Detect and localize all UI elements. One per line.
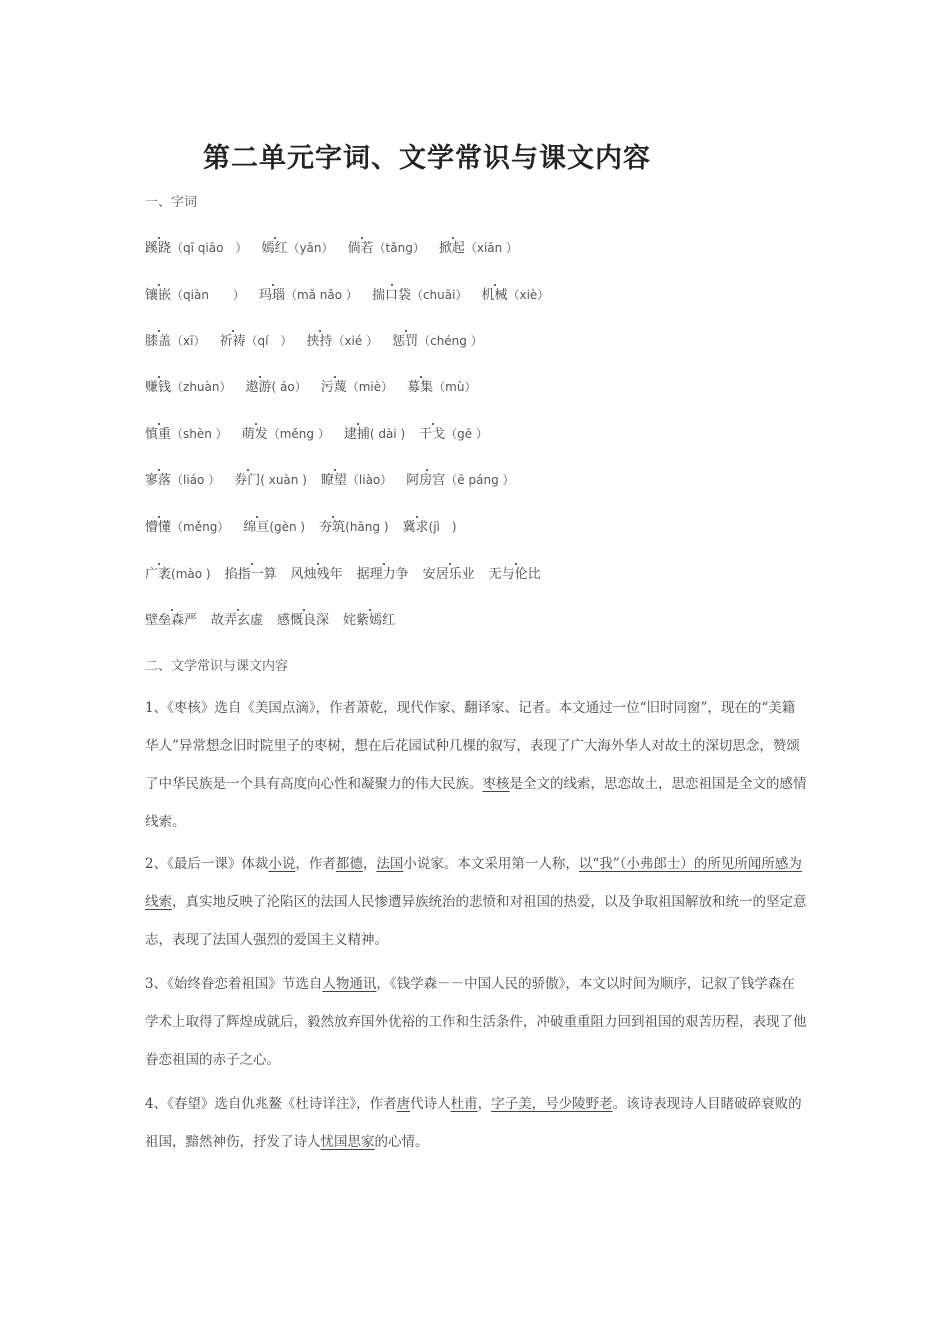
vocab-word: 祈祷 — [219, 334, 246, 349]
vocab-word: 掀起 — [438, 241, 465, 256]
vocab-item — [225, 563, 277, 582]
vocab-word: 挟持 — [306, 334, 333, 349]
vocab-item — [145, 516, 229, 535]
vocab-row — [145, 284, 563, 303]
vocab-item — [243, 516, 305, 535]
vocab-word: 逮捕 — [343, 427, 370, 442]
text: 小说家。本文采用第一人称， — [403, 856, 579, 872]
vocab-item — [242, 423, 330, 442]
underlined-term: 唐 — [396, 1096, 411, 1112]
vocab-pinyin: （zhuàn） — [171, 380, 232, 394]
section-heading-vocab: 一、字词 — [145, 195, 198, 210]
vocab-word: 故弄玄虚 — [211, 613, 264, 628]
vocab-item — [145, 237, 247, 256]
vocab-word: 膝盖 — [145, 334, 172, 349]
vocab-item — [145, 423, 228, 442]
vocab-word: 券门 — [234, 473, 261, 488]
vocab-item — [321, 469, 392, 488]
vocab-word: 掐指一算 — [224, 567, 277, 582]
paragraph-chunwang — [145, 1085, 807, 1161]
vocab-word: 风烛残年 — [290, 567, 343, 582]
vocab-word: 寥落 — [145, 473, 172, 488]
text: ， — [477, 1096, 492, 1112]
vocab-item — [219, 330, 292, 349]
underlined-term: 以“我”（小弗郎士）的所见所闻所感为线索 — [145, 856, 802, 910]
vocab-item — [145, 376, 232, 395]
vocab-item — [407, 376, 476, 395]
vocab-item — [145, 563, 211, 582]
text: ， — [362, 856, 377, 872]
vocab-pinyin: (gèn ) — [269, 520, 306, 534]
vocab-item — [321, 376, 393, 395]
vocab-word: 姹紫嫣红 — [343, 613, 396, 628]
vocab-pinyin: （mù） — [433, 380, 477, 394]
vocab-pinyin: （miè） — [346, 380, 394, 394]
vocab-pinyin: （mǎ nǎo ） — [284, 288, 358, 302]
vocab-pinyin: （chéng ） — [418, 334, 483, 348]
vocab-item — [291, 563, 343, 582]
text: 的心情。 — [374, 1134, 429, 1150]
vocab-item — [423, 563, 475, 582]
paragraph-zuihouyike — [145, 845, 807, 959]
section-heading-literature: 二、文学常识与课文内容 — [145, 659, 289, 674]
vocab-item — [481, 284, 549, 303]
vocab-pinyin: （xié ） — [332, 334, 379, 348]
vocab-word: 惩罚 — [392, 334, 419, 349]
underlined-term: 杜甫 — [450, 1096, 478, 1112]
vocab-word: 无与伦比 — [488, 567, 541, 582]
vocab-pinyin: （qī qiāo ） — [171, 241, 248, 255]
vocab-pinyin: （shèn ） — [171, 427, 228, 441]
underlined-term: 字子美，号少陵野老 — [491, 1096, 613, 1112]
vocab-item — [372, 284, 468, 303]
vocab-word: 据理力争 — [356, 567, 409, 582]
vocab-word: 赚钱 — [145, 380, 172, 395]
vocab-word: 夯筑 — [319, 520, 346, 535]
vocab-item — [419, 423, 488, 442]
vocab-item — [344, 423, 405, 442]
vocab-word: 壁垒森严 — [145, 613, 198, 628]
text: ，《钱学森－－中国人民的骄傲》，本文以时间为顺序，记叙了钱学森在学术上取得了辉煌成就后，毅然放弃国外优裕的工作和生活条件，冲破重重阻力回到祖国的艰苦历程，表现了他眷恋祖国的赤子之心。 — [145, 976, 807, 1068]
vocab-item — [145, 469, 220, 488]
text: 代诗人 — [410, 1096, 451, 1112]
vocab-word: 萌发 — [241, 427, 268, 442]
underlined-term: 法国 — [376, 856, 404, 872]
vocab-word: 镶嵌 — [145, 288, 172, 303]
vocab-word: 污蔑 — [320, 380, 347, 395]
paragraph-qianxuesen — [145, 965, 807, 1079]
vocab-pinyin: (hāng ) — [345, 520, 389, 534]
vocab-item — [211, 609, 263, 628]
vocab-word: 安居乐业 — [422, 567, 475, 582]
vocab-item — [145, 284, 245, 303]
vocab-item — [348, 237, 425, 256]
vocab-word: 揣口袋 — [371, 288, 411, 303]
vocab-row — [145, 563, 555, 582]
vocab-word: 蹊跷 — [145, 241, 172, 256]
vocab-pinyin: ( xuàn ) — [260, 473, 307, 487]
vocab-pinyin: （qiàn ） — [171, 288, 245, 302]
underlined-term: 都德 — [335, 856, 363, 872]
text: 3、《始终眷恋着祖国》节选自 — [145, 976, 323, 992]
vocab-pinyin: （xī） — [171, 334, 206, 348]
underlined-term: 忧国思家 — [320, 1134, 375, 1150]
vocab-item — [406, 469, 514, 488]
vocab-pinyin: （tǎng） — [373, 241, 425, 255]
text: 4、《春望》选自仇兆鳌《杜诗详注》，作者 — [145, 1096, 397, 1112]
vocab-word: 广袤 — [145, 567, 172, 582]
vocab-word: 冀求 — [402, 520, 429, 535]
vocab-pinyin: （xiān ） — [464, 241, 519, 255]
vocab-pinyin: （qí ） — [245, 334, 293, 348]
page-title: 第二单元字词、文学常识与课文内容 — [203, 143, 651, 174]
vocab-pinyin: (mào ) — [171, 567, 211, 581]
vocab-pinyin: （měng ） — [267, 427, 330, 441]
vocab-word: 遨游 — [245, 380, 272, 395]
vocab-word: 募集 — [407, 380, 434, 395]
vocab-pinyin: （ē páng ） — [445, 473, 515, 487]
vocab-row — [145, 516, 471, 535]
vocab-item — [392, 330, 483, 349]
vocab-word: 瞭望 — [320, 473, 347, 488]
vocab-row — [145, 330, 497, 349]
vocab-pinyin: ( áo） — [271, 380, 307, 394]
vocab-word: 玛瑙 — [258, 288, 285, 303]
text: 1、《枣核》选自《美国点滴》，作者萧乾，现代作家、翻译家、记者。本文通过一位“旧时同窗”，现在的“美籍华人”异常想念旧时院里子的枣树，想在后花园试种几棵的叙写，表现了广大海外华人对故土的深切思念，赞颂了中华民族是一个具有高度向心性和凝聚力的伟大民族。 — [145, 700, 800, 792]
vocab-pinyin: （měng） — [171, 520, 230, 534]
vocab-word: 嫣红 — [261, 241, 288, 256]
underlined-term: 人物通讯 — [322, 976, 377, 992]
vocab-item — [489, 563, 541, 582]
vocab-item — [403, 516, 457, 535]
text: ，作者 — [295, 856, 336, 872]
text: ，真实地反映了沦陷区的法国人民惨遭异族统治的悲愤和对祖国的热爱，以及争取祖国解放和统一的坚定意志，表现了法国人强烈的爱国主义精神。 — [145, 894, 807, 948]
vocab-pinyin: （chuāi） — [410, 288, 468, 302]
vocab-word: 干戈 — [419, 427, 446, 442]
vocab-word: 阿房宫 — [406, 473, 446, 488]
vocab-item — [234, 469, 307, 488]
vocab-item — [343, 609, 395, 628]
vocab-pinyin: （liào） — [346, 473, 393, 487]
vocab-pinyin: ( dài ) — [369, 427, 406, 441]
vocab-item — [145, 609, 197, 628]
vocab-item — [246, 376, 307, 395]
vocab-word: 绵亘 — [243, 520, 270, 535]
vocab-item — [319, 516, 388, 535]
vocab-pinyin: （xiè） — [507, 288, 550, 302]
vocab-pinyin: (jì ) — [428, 520, 457, 534]
vocab-pinyin: （liáo ） — [171, 473, 221, 487]
vocab-row — [145, 376, 490, 395]
text: 2、《最后一课》体裁 — [145, 856, 269, 872]
vocab-row — [145, 237, 532, 256]
paragraph-zaohe — [145, 689, 807, 841]
vocab-item — [277, 609, 329, 628]
vocab-word: 倘若 — [347, 241, 374, 256]
vocab-pinyin: （yān） — [287, 241, 334, 255]
vocab-word: 懵懂 — [145, 520, 172, 535]
underlined-term: 枣核 — [482, 776, 510, 792]
vocab-row — [145, 609, 409, 628]
vocab-item — [306, 330, 378, 349]
vocab-item — [261, 237, 333, 256]
vocab-row — [145, 469, 529, 488]
text: 。该诗表现诗人目睹破碎衰败的祖国，黯然神伤，抒发了诗人 — [145, 1096, 802, 1150]
vocab-item — [259, 284, 358, 303]
text: 是全文的线索，思恋故土，思恋祖国是全文的感情线索。 — [145, 776, 807, 830]
underlined-term: 小说 — [268, 856, 296, 872]
vocab-word: 慎重 — [145, 427, 172, 442]
vocab-row — [145, 423, 502, 442]
vocab-item — [357, 563, 409, 582]
vocab-item — [145, 330, 205, 349]
vocab-pinyin: （gē ） — [445, 427, 488, 441]
vocab-item — [439, 237, 518, 256]
vocab-word: 感慨良深 — [277, 613, 330, 628]
vocab-word: 机械 — [481, 288, 508, 303]
